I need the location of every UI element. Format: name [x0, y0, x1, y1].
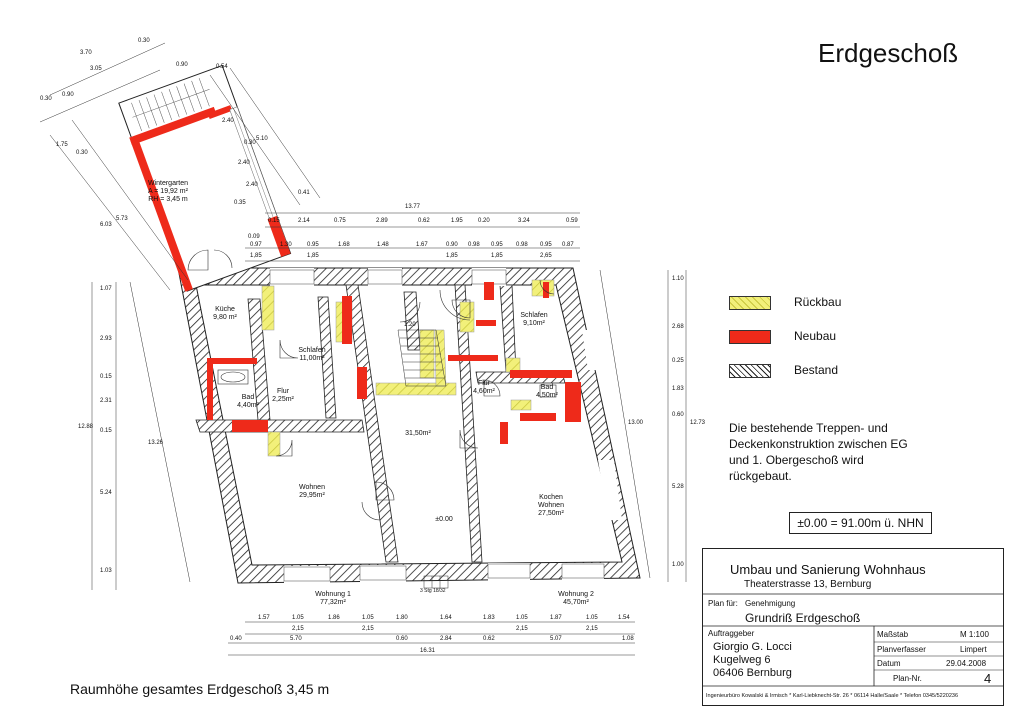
dim-label: 0.30: [244, 140, 256, 146]
dim-label: 0.60: [396, 636, 408, 642]
legend-neubau: [729, 330, 879, 346]
unit-wohnung-1: [303, 591, 363, 607]
dim-label: 2.68: [672, 324, 684, 330]
demolition-note: Die bestehende Treppen- und Deckenkonstruktion zwischen EG und 1. Obergeschoß wird rückgebaut.: [729, 421, 908, 483]
room-area: 29,95m²: [299, 492, 325, 499]
dim-label: 0.62: [418, 218, 430, 224]
dim-label: 1.64: [440, 615, 452, 621]
dim-label: 1.57: [258, 615, 270, 621]
unit-area: 45,70m²: [563, 599, 589, 606]
dim-label: 1,85: [307, 253, 319, 259]
wintergarten: [117, 66, 291, 292]
dim-label: 0.25: [672, 358, 684, 364]
dim-label: 0.95: [540, 242, 552, 248]
room-height: RH = 3,45 m: [148, 196, 188, 203]
dim-label: 1.87: [550, 615, 562, 621]
room-name: Schlafen: [520, 312, 548, 319]
dim-label: 2.14: [298, 218, 310, 224]
dim-label: 2,65: [540, 253, 552, 259]
dim-label: 0.98: [468, 242, 480, 248]
dim-label: 0.90: [176, 62, 188, 68]
dim-label: 1.08: [622, 636, 634, 642]
dim-label: 2.93: [100, 336, 112, 342]
room-flur-2: [468, 380, 500, 396]
legend-swatch: [729, 296, 771, 310]
scale-value: M 1:100: [960, 630, 989, 639]
client-address: [713, 641, 792, 680]
dim-label: 0.90: [62, 92, 74, 98]
dim-label: 2,15: [362, 626, 374, 632]
dim-label: 2.89: [376, 218, 388, 224]
dim-label: 2,15: [516, 626, 528, 632]
room-flur-1: [268, 388, 298, 404]
dim-label: 0.20: [478, 218, 490, 224]
legend-label: Rückbau: [794, 295, 842, 309]
dim-label: 0.95: [491, 242, 503, 248]
room-area: 4,50m²: [536, 392, 558, 399]
dim-label: 1.86: [328, 615, 340, 621]
dim-label: 1,85: [446, 253, 458, 259]
room-name: Bad: [241, 394, 255, 401]
dim-label: 1.05: [516, 615, 528, 621]
dim-label: 1.54: [618, 615, 630, 621]
room-schlafen-1: [292, 347, 332, 363]
dim-label: 5.73: [116, 216, 128, 222]
dim-label: 0.59: [566, 218, 578, 224]
plan-fuer-label: Plan für:: [708, 599, 738, 608]
dim-label: 1.03: [100, 568, 112, 574]
dim-label: 0.15: [100, 374, 112, 380]
dim-label: 0.40: [230, 636, 242, 642]
dim-label: 0.30: [40, 96, 52, 102]
author-value: Limpert: [960, 645, 987, 654]
elevation-reference: ±0.00 = 91.00m ü. NHN: [789, 512, 932, 534]
dim-label: 2.84: [440, 636, 452, 642]
dim-label: 1.10: [672, 276, 684, 282]
plan-title: Grundriß Erdgeschoß: [745, 611, 861, 625]
room-kueche: [206, 306, 244, 322]
dim-label: 1.48: [377, 242, 389, 248]
room-kochen-wohnen: [526, 494, 576, 518]
legend-bestand: [729, 364, 879, 380]
dim-left-diag: 13.26: [148, 440, 164, 446]
dim-label: 0.54: [216, 64, 228, 70]
date-label: Datum: [877, 659, 901, 668]
room-area: 9,80 m²: [213, 314, 237, 321]
dim-label: 1.80: [396, 615, 408, 621]
dim-label: 6.03: [100, 222, 112, 228]
level-value: ±0.00: [435, 516, 453, 523]
client-name: Giorgio G. Locci: [713, 641, 792, 653]
room-name: Wintergarten: [147, 180, 189, 187]
dim-label: 0.98: [516, 242, 528, 248]
room-name: Kochen: [539, 494, 563, 501]
room-treppenhaus: [398, 430, 438, 438]
dim-label: 1,85: [250, 253, 262, 259]
legend-swatch: [729, 364, 771, 378]
unit-name: Wohnung 1: [315, 591, 351, 598]
room-bad-1: [232, 394, 264, 410]
dim-label: 0.41: [298, 190, 310, 196]
room-wintergarten: [138, 180, 198, 204]
dim-label: 5.24: [100, 490, 112, 496]
dim-label: 1,85: [491, 253, 503, 259]
dim-label: 1.83: [672, 386, 684, 392]
dim-label: 0.75: [334, 218, 346, 224]
room-area: 11,00m²: [299, 355, 325, 362]
author-label: Planverfasser: [877, 645, 926, 654]
office-footer: Ingenieurbüro Kowalski & Irmisch * Karl-Liebknecht-Str. 26 * 06114 Halle/Saale * Telefon 0345/5220236: [706, 693, 959, 699]
dim-label: 1.07: [100, 286, 112, 292]
dim-label: 0.09: [248, 234, 260, 240]
dim-label: 2.40: [246, 182, 258, 188]
room-area: 2,25m²: [272, 396, 294, 403]
date-value: 29.04.2008: [946, 659, 987, 668]
dim-label: 0.62: [483, 636, 495, 642]
dim-label: 3.24: [518, 218, 530, 224]
dim-label: 5.07: [550, 636, 562, 642]
dim-label: 3.70: [80, 50, 92, 56]
scale-label: Maßstab: [877, 630, 909, 639]
dim-label: 1.05: [362, 615, 374, 621]
dim-label: 1.05: [292, 615, 304, 621]
ceiling-height-note: Raumhöhe gesamtes Erdgeschoß 3,45 m: [70, 681, 330, 697]
room-name: Flur: [276, 388, 290, 395]
dim-label: 1.30: [280, 242, 292, 248]
dim-label: 5.70: [290, 636, 302, 642]
unit-area: 77,32m²: [320, 599, 346, 606]
stairs-note: 3 Stg 18/32: [420, 588, 446, 594]
page-title: Erdgeschoß: [818, 38, 959, 68]
dim-top-total: 13.77: [405, 204, 421, 210]
dim-label: 2.40: [238, 160, 250, 166]
dim-label: 0.97: [250, 242, 262, 248]
room-name: Küche: [215, 306, 235, 313]
unit-wohnung-2: [546, 591, 606, 607]
room-area: 4,40m²: [237, 402, 259, 409]
dim-label: 2,15: [292, 626, 304, 632]
dim-label: 1.00: [672, 562, 684, 568]
dim-label: 1.20: [404, 322, 416, 328]
dim-label: 1.83: [483, 615, 495, 621]
room-area: 31,50m²: [405, 430, 431, 437]
dim-label: 0.35: [234, 200, 246, 206]
plan-number-label: Plan-Nr.: [893, 674, 922, 683]
dim-label: 0.87: [562, 242, 574, 248]
dim-label: 0.15: [100, 428, 112, 434]
dim-label: 0.60: [672, 412, 684, 418]
legend-label: Neubau: [794, 329, 837, 343]
client-label: Auftraggeber: [708, 629, 755, 638]
dim-label: 0.30: [76, 150, 88, 156]
room-name-2: Wohnen: [538, 502, 564, 509]
dim-label: 1.68: [338, 242, 350, 248]
plan-number-value: 4: [984, 671, 992, 686]
client-street: Kugelweg 6: [713, 654, 771, 666]
dim-label: 2,15: [586, 626, 598, 632]
dim-label: 1.75: [56, 142, 68, 148]
dim-bottom-total: 16.31: [420, 648, 436, 654]
dim-label: 5.28: [672, 484, 684, 490]
legend-rueckbau: [729, 296, 879, 312]
dim-label: 1.95: [451, 218, 463, 224]
legend-label: Bestand: [794, 363, 839, 377]
unit-name: Wohnung 2: [558, 591, 594, 598]
room-name: Wohnen: [299, 484, 325, 491]
project-address: Theaterstrasse 13, Bernburg: [744, 579, 872, 590]
level-marker: [424, 516, 464, 524]
legend-swatch: [729, 330, 771, 344]
dim-label: 0.95: [307, 242, 319, 248]
client-city: 06406 Bernburg: [713, 667, 792, 679]
dim-label: 3.05: [90, 66, 102, 72]
room-area: 4,60m²: [473, 388, 495, 395]
room-name: Schlafen: [298, 347, 326, 354]
dim-right-total: 12.73: [690, 420, 706, 426]
room-bad-2: [532, 384, 562, 400]
project-title: Umbau und Sanierung Wohnhaus: [730, 562, 926, 577]
dim-label: 5.10: [256, 136, 268, 142]
dim-label: 1.67: [416, 242, 428, 248]
room-wohnen-1: [290, 484, 334, 500]
dim-left-total: 12.88: [78, 424, 94, 430]
dim-label: 2.40: [222, 118, 234, 124]
dim-label: 1.05: [586, 615, 598, 621]
plan-purpose: Genehmigung: [745, 599, 796, 608]
dim-label: 0.30: [138, 38, 150, 44]
room-name: Bad: [540, 384, 554, 391]
room-schlafen-2: [512, 312, 556, 328]
room-area: 9,10m²: [523, 320, 545, 327]
dim-label: 0.90: [446, 242, 458, 248]
room-area: 27,50m²: [538, 510, 564, 517]
dim-label: 2.31: [100, 398, 112, 404]
room-name: Flur: [477, 380, 491, 387]
dim-label: 0.15: [268, 218, 280, 224]
room-area: A = 19,92 m²: [148, 188, 188, 195]
dim-right-diag: 13.00: [628, 420, 644, 426]
